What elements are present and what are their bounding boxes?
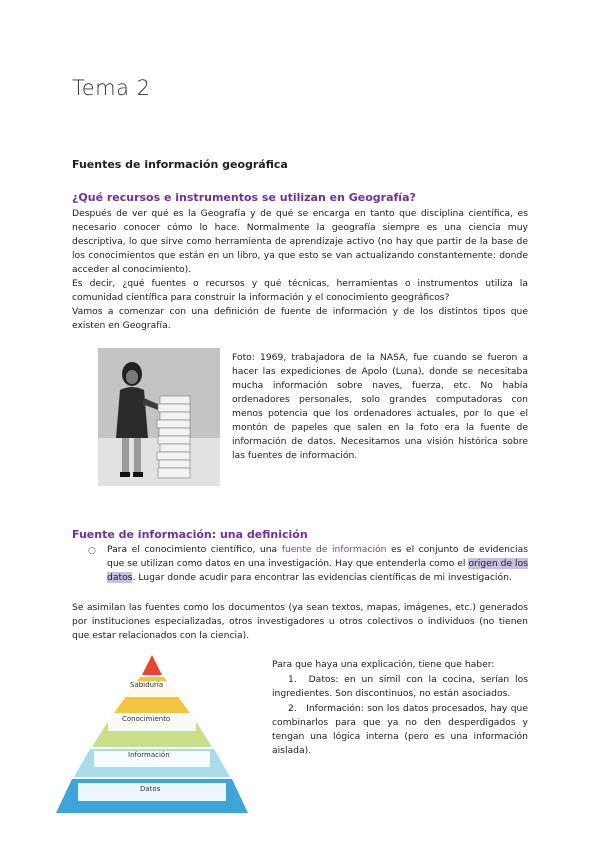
- explanation-item-1: [272, 673, 528, 701]
- highlighted-text: origen de los datos: [107, 558, 528, 583]
- paragraph-3: Vamos a comenzar con una definición de fuente de información y de los distintos tipos que existen en Geografía.: [72, 306, 528, 331]
- dikw-pyramid: [52, 655, 252, 815]
- pyramid-label-data: Datos: [140, 785, 161, 793]
- definition-text-1: Para el conocimiento científico, una: [107, 544, 282, 555]
- paragraph-2: Es decir, ¿qué fuentes o recursos y qué técnicas, herramientas o instrumentos utiliza la comunidad científica para construir la información y el conocimiento geográficos?: [72, 278, 528, 303]
- page-title: Tema 2: [72, 76, 151, 100]
- explanation-intro: Para que haya una explicación, tiene que haber:: [272, 659, 495, 670]
- intro-text: [72, 207, 528, 333]
- item-2-number: 2.: [288, 703, 297, 714]
- paragraph-4: Se asimilan las fuentes como los documentos (ya sean textos, mapas, imágenes, etc.) generados por instituciones especializadas, otros investigadores u otros colectivos o individuos (no tienen que estar relacionados con la ciencia).: [72, 602, 528, 641]
- pyramid-label-knowledge: Conocimiento: [122, 715, 171, 723]
- item-1-label: Datos: [308, 674, 336, 685]
- definition-text-2: es el conjunto de evidencias que se utilizan como datos en una investigación. Hay que entenderla como el: [107, 544, 528, 569]
- definition-bullet: [107, 543, 528, 585]
- item-1-number: 1.: [288, 674, 297, 685]
- fuente-link[interactable]: fuente de información: [281, 544, 387, 555]
- section-heading: Fuentes de información geográfica: [72, 158, 288, 171]
- pyramid-label-wisdom: Sabiduría: [130, 681, 164, 689]
- bullet-marker: ○: [88, 546, 96, 556]
- photo-caption: Foto: 1969, trabajadora de la NASA, fue cuando se fueron a hacer las expediciones de Apolo (Luna), donde se necesitaba mucha información sobre naves, fuerza, etc. No había ordenadores personales, solo grandes computadoras con menos potencia que los ordenadores actuales, por lo que el montón de papeles que salen en la foto era la fuente de información de datos. Necesitamos una visión histórica sobre las fuentes de información.: [232, 352, 528, 461]
- definition-text-3: . Lugar donde acudir para encontrar las evidencias científicas de mi investigación.: [132, 572, 512, 583]
- item-1-text: : en un símil con la cocina, serían los ingredientes. Son discontinuos, no están asociados.: [272, 674, 529, 699]
- nasa-photo: [98, 348, 220, 486]
- question-heading: ¿Qué recursos e instrumentos se utilizan en Geografía?: [72, 191, 416, 204]
- pyramid-label-information: Información: [128, 751, 170, 759]
- item-2-text: : son los datos procesados, hay que combinarlos para que ya no den desperdigados y tengan una lógica interna (pero es una información aislada).: [272, 703, 529, 756]
- definition-heading: Fuente de información: una definición: [72, 528, 308, 541]
- pyramid-top: [142, 655, 162, 675]
- explanation-item-2: [272, 702, 528, 758]
- paragraph-1: Después de ver qué es la Geografía y de qué se encarga en tanto que disciplina científica, es necesario conocer cómo lo hace. Normalmente la geografía siempre es una ciencia muy descriptiva, lo que sirve como herramienta de aprendizaje activo (no hay que partir de la base de los conocimientos que están en un libro, ya que esto se van actualizando constantemente: donde acceder al conocimiento).: [72, 208, 528, 275]
- item-2-label: Información: [306, 703, 361, 714]
